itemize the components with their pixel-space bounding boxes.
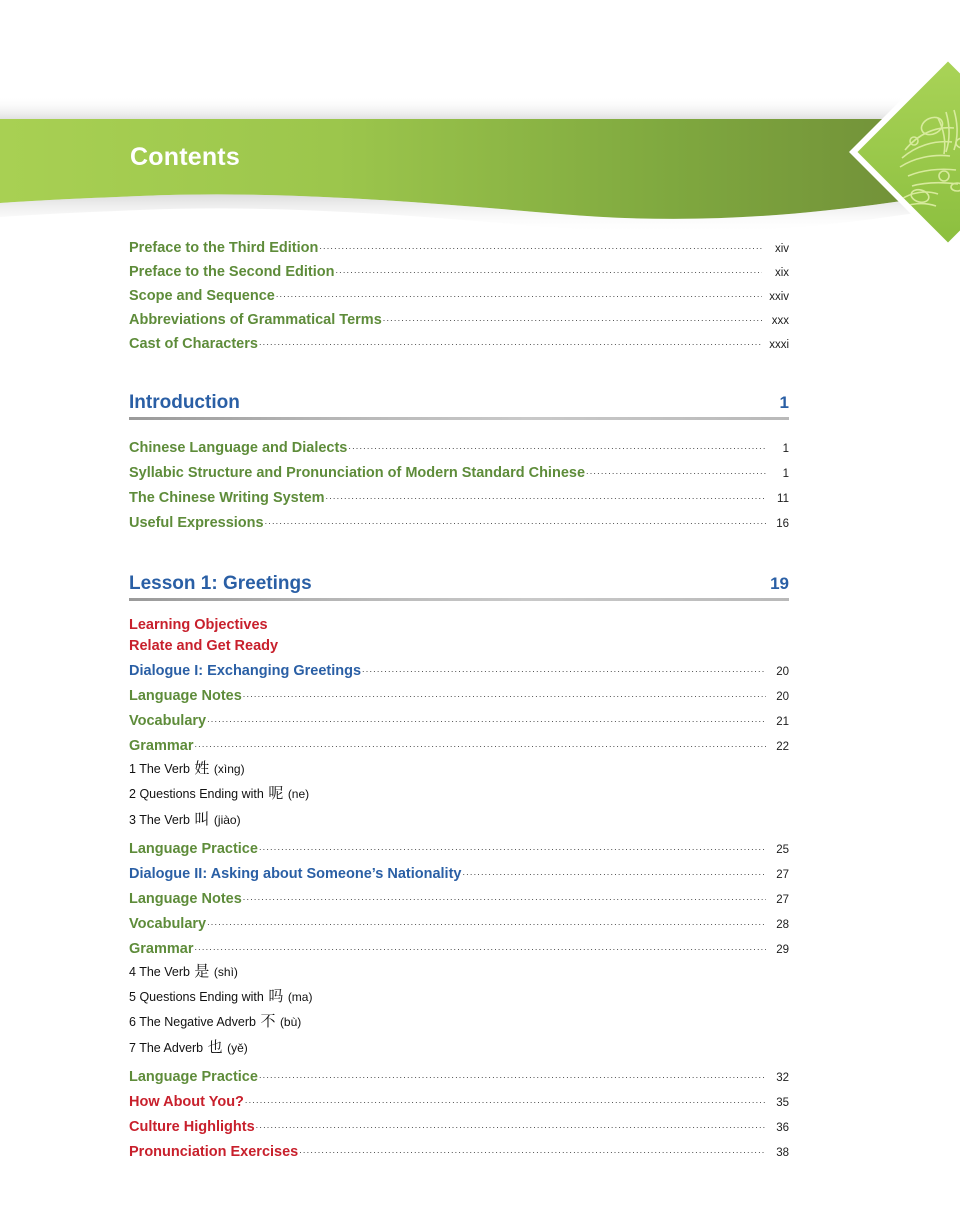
page-header-banner bbox=[0, 0, 960, 262]
grammar-number: 6 bbox=[129, 1015, 136, 1030]
grammar-subitem bbox=[129, 987, 789, 1007]
toc-entry-label: Language Practice bbox=[129, 1068, 258, 1085]
section-header[interactable] bbox=[129, 573, 789, 595]
toc-entry[interactable] bbox=[129, 486, 789, 506]
toc-entry[interactable] bbox=[129, 684, 789, 704]
dot-leader bbox=[299, 1140, 766, 1156]
toc-entry-page: xix bbox=[774, 267, 789, 279]
toc-entry-label: Useful Expressions bbox=[129, 515, 264, 531]
dot-leader bbox=[259, 332, 762, 348]
grammar-subitem bbox=[129, 1038, 789, 1058]
frontmatter-list bbox=[129, 236, 789, 352]
grammar-pinyin: (shì) bbox=[213, 964, 238, 979]
toc-entry-label: Dialogue I: Exchanging Greetings bbox=[129, 663, 362, 679]
section-entry-list bbox=[129, 436, 789, 531]
grammar-number: 1 bbox=[129, 762, 136, 776]
dot-leader bbox=[335, 260, 762, 276]
section-title: Introduction bbox=[129, 392, 240, 413]
grammar-hanzi: 不 bbox=[260, 1013, 276, 1031]
toc-entry-label: Pronunciation Exercises bbox=[129, 1143, 299, 1160]
toc-entry-page: 29 bbox=[776, 943, 789, 956]
toc-entry-label: Culture Highlights bbox=[129, 1118, 255, 1135]
section-divider bbox=[129, 598, 789, 601]
toc-entry[interactable] bbox=[129, 332, 789, 352]
toc-entry[interactable] bbox=[129, 862, 789, 882]
grammar-text: The Verb bbox=[139, 812, 190, 827]
toc-entry-label: Grammar bbox=[129, 940, 194, 957]
toc-entry-page: 25 bbox=[776, 843, 789, 856]
toc-entry-label: Cast of Characters bbox=[129, 336, 258, 352]
toc-entry-page: 16 bbox=[776, 518, 789, 530]
toc-entry-label: Chinese Language and Dialects bbox=[129, 440, 348, 456]
grammar-number: 5 bbox=[129, 990, 136, 1004]
dot-leader bbox=[348, 436, 766, 452]
toc-entry[interactable] bbox=[129, 709, 789, 729]
dot-leader bbox=[243, 887, 766, 903]
grammar-number: 2 bbox=[129, 787, 136, 802]
toc-entry[interactable] bbox=[129, 284, 789, 304]
toc-entry-page: 1 bbox=[782, 443, 789, 455]
toc-entry-page: xiv bbox=[774, 243, 789, 255]
toc-entry[interactable] bbox=[129, 734, 789, 754]
grammar-text: The Verb bbox=[139, 762, 190, 776]
dot-leader bbox=[207, 912, 766, 928]
dot-leader bbox=[259, 837, 766, 853]
grammar-subitem bbox=[129, 1012, 789, 1032]
toc-entry-page: xxiv bbox=[769, 291, 789, 303]
dot-leader bbox=[245, 1090, 766, 1106]
toc-entry-label: Language Notes bbox=[129, 688, 242, 704]
grammar-subitem bbox=[129, 759, 789, 779]
grammar-pinyin: (yě) bbox=[227, 1040, 248, 1055]
dot-leader bbox=[265, 511, 766, 527]
toc-entry-label: Preface to the Second Edition bbox=[129, 264, 335, 280]
grammar-number: 7 bbox=[129, 1040, 136, 1055]
grammar-subitem bbox=[129, 810, 789, 830]
toc-entry-page: 27 bbox=[776, 868, 789, 881]
grammar-subitem bbox=[129, 962, 789, 982]
grammar-hanzi: 呢 bbox=[268, 785, 284, 803]
toc-entry[interactable] bbox=[129, 887, 789, 907]
toc-entry-page: 21 bbox=[776, 716, 789, 728]
table-of-contents bbox=[129, 236, 789, 1165]
toc-entry-page: 28 bbox=[776, 918, 789, 931]
section-page: 19 bbox=[770, 574, 789, 593]
section-title: Lesson 1: Greetings bbox=[129, 573, 312, 594]
dot-leader bbox=[194, 734, 766, 750]
toc-entry-label: Relate and Get Ready bbox=[129, 638, 279, 654]
toc-entry[interactable] bbox=[129, 308, 789, 328]
toc-entry-label: Language Notes bbox=[129, 890, 242, 907]
section-page: 1 bbox=[779, 393, 789, 412]
dot-leader bbox=[586, 461, 766, 477]
toc-entry-label: Vocabulary bbox=[129, 915, 207, 932]
toc-entry-page: 20 bbox=[776, 666, 789, 678]
toc-entry-page: 1 bbox=[782, 468, 789, 480]
toc-entry-label: Language Practice bbox=[129, 840, 258, 857]
toc-entry[interactable] bbox=[129, 912, 789, 932]
toc-entry-label: Grammar bbox=[129, 738, 194, 754]
toc-entry-label: Vocabulary bbox=[129, 713, 207, 729]
grammar-text: The Adverb bbox=[139, 1040, 204, 1055]
section-entry-list bbox=[129, 617, 789, 1160]
toc-entry-label: Dialogue II: Asking about Someone’s Nationality bbox=[129, 865, 462, 882]
toc-entry[interactable] bbox=[129, 461, 789, 481]
grammar-hanzi: 姓 bbox=[194, 760, 210, 777]
dot-leader bbox=[243, 684, 766, 700]
grammar-hanzi: 吗 bbox=[268, 988, 284, 1005]
grammar-pinyin: (jiào) bbox=[213, 812, 241, 827]
dot-leader bbox=[207, 709, 766, 725]
toc-entry[interactable] bbox=[129, 236, 789, 256]
toc-entry[interactable] bbox=[129, 1090, 789, 1110]
page-title: Contents bbox=[130, 143, 240, 171]
toc-entry-page: 11 bbox=[777, 493, 789, 505]
section-divider bbox=[129, 417, 789, 420]
toc-entry-page: 20 bbox=[776, 691, 789, 703]
toc-entry-page: 27 bbox=[776, 893, 789, 906]
toc-entry-label: Preface to the Third Edition bbox=[129, 240, 319, 256]
grammar-number: 3 bbox=[129, 812, 136, 827]
toc-entry[interactable] bbox=[129, 1115, 789, 1135]
grammar-text: The Negative Adverb bbox=[139, 1015, 256, 1030]
toc-entry-page: 35 bbox=[776, 1096, 789, 1109]
toc-entry[interactable] bbox=[129, 617, 789, 633]
toc-entry-label: How About You? bbox=[129, 1093, 244, 1110]
section-introduction bbox=[129, 392, 789, 531]
toc-entry[interactable] bbox=[129, 436, 789, 456]
dot-leader bbox=[326, 486, 766, 502]
toc-entry-page: 32 bbox=[776, 1071, 789, 1084]
banner-graphic bbox=[0, 0, 960, 262]
grammar-text: Questions Ending with bbox=[139, 787, 264, 802]
toc-entry-label: The Chinese Writing System bbox=[129, 490, 325, 506]
toc-entry[interactable] bbox=[129, 511, 789, 531]
dot-leader bbox=[383, 308, 762, 324]
section-lesson-1 bbox=[129, 573, 789, 1160]
grammar-pinyin: (ma) bbox=[287, 990, 313, 1004]
toc-entry[interactable] bbox=[129, 638, 789, 654]
toc-entry-page: xxxi bbox=[769, 339, 789, 351]
grammar-text: The Verb bbox=[139, 964, 190, 979]
dot-leader bbox=[276, 284, 762, 300]
section-header[interactable] bbox=[129, 392, 789, 414]
dot-leader bbox=[462, 862, 766, 878]
toc-entry-page: xxx bbox=[771, 315, 789, 327]
toc-entry-page: 38 bbox=[776, 1146, 789, 1159]
toc-entry-page: 22 bbox=[776, 741, 789, 753]
toc-entry[interactable] bbox=[129, 659, 789, 679]
grammar-pinyin: (ne) bbox=[287, 787, 310, 802]
grammar-number: 4 bbox=[129, 964, 136, 979]
dot-leader bbox=[256, 1115, 766, 1131]
toc-entry[interactable] bbox=[129, 1065, 789, 1085]
toc-entry[interactable] bbox=[129, 937, 789, 957]
grammar-hanzi: 叫 bbox=[194, 810, 210, 828]
grammar-pinyin: (bù) bbox=[279, 1015, 302, 1030]
toc-entry-label: Abbreviations of Grammatical Terms bbox=[129, 312, 382, 328]
grammar-subitem bbox=[129, 784, 789, 804]
dot-leader bbox=[319, 236, 762, 252]
dot-leader bbox=[259, 1065, 766, 1081]
toc-entry-page: 36 bbox=[776, 1121, 789, 1134]
botanical-diamond-icon bbox=[849, 53, 960, 251]
grammar-text: Questions Ending with bbox=[139, 990, 264, 1004]
toc-entry-label: Learning Objectives bbox=[129, 617, 268, 633]
grammar-pinyin: (xìng) bbox=[213, 762, 245, 776]
toc-entry-label: Scope and Sequence bbox=[129, 288, 275, 304]
toc-entry[interactable] bbox=[129, 837, 789, 857]
grammar-subitem-list bbox=[129, 962, 789, 1058]
grammar-subitem-list bbox=[129, 759, 789, 830]
toc-entry[interactable] bbox=[129, 260, 789, 280]
grammar-hanzi: 是 bbox=[194, 962, 210, 980]
toc-entry-label: Syllabic Structure and Pronunciation of Modern Standard Chinese bbox=[129, 465, 586, 481]
dot-leader bbox=[194, 937, 766, 953]
dot-leader bbox=[362, 659, 766, 675]
grammar-hanzi: 也 bbox=[207, 1038, 223, 1056]
toc-entry[interactable] bbox=[129, 1140, 789, 1160]
